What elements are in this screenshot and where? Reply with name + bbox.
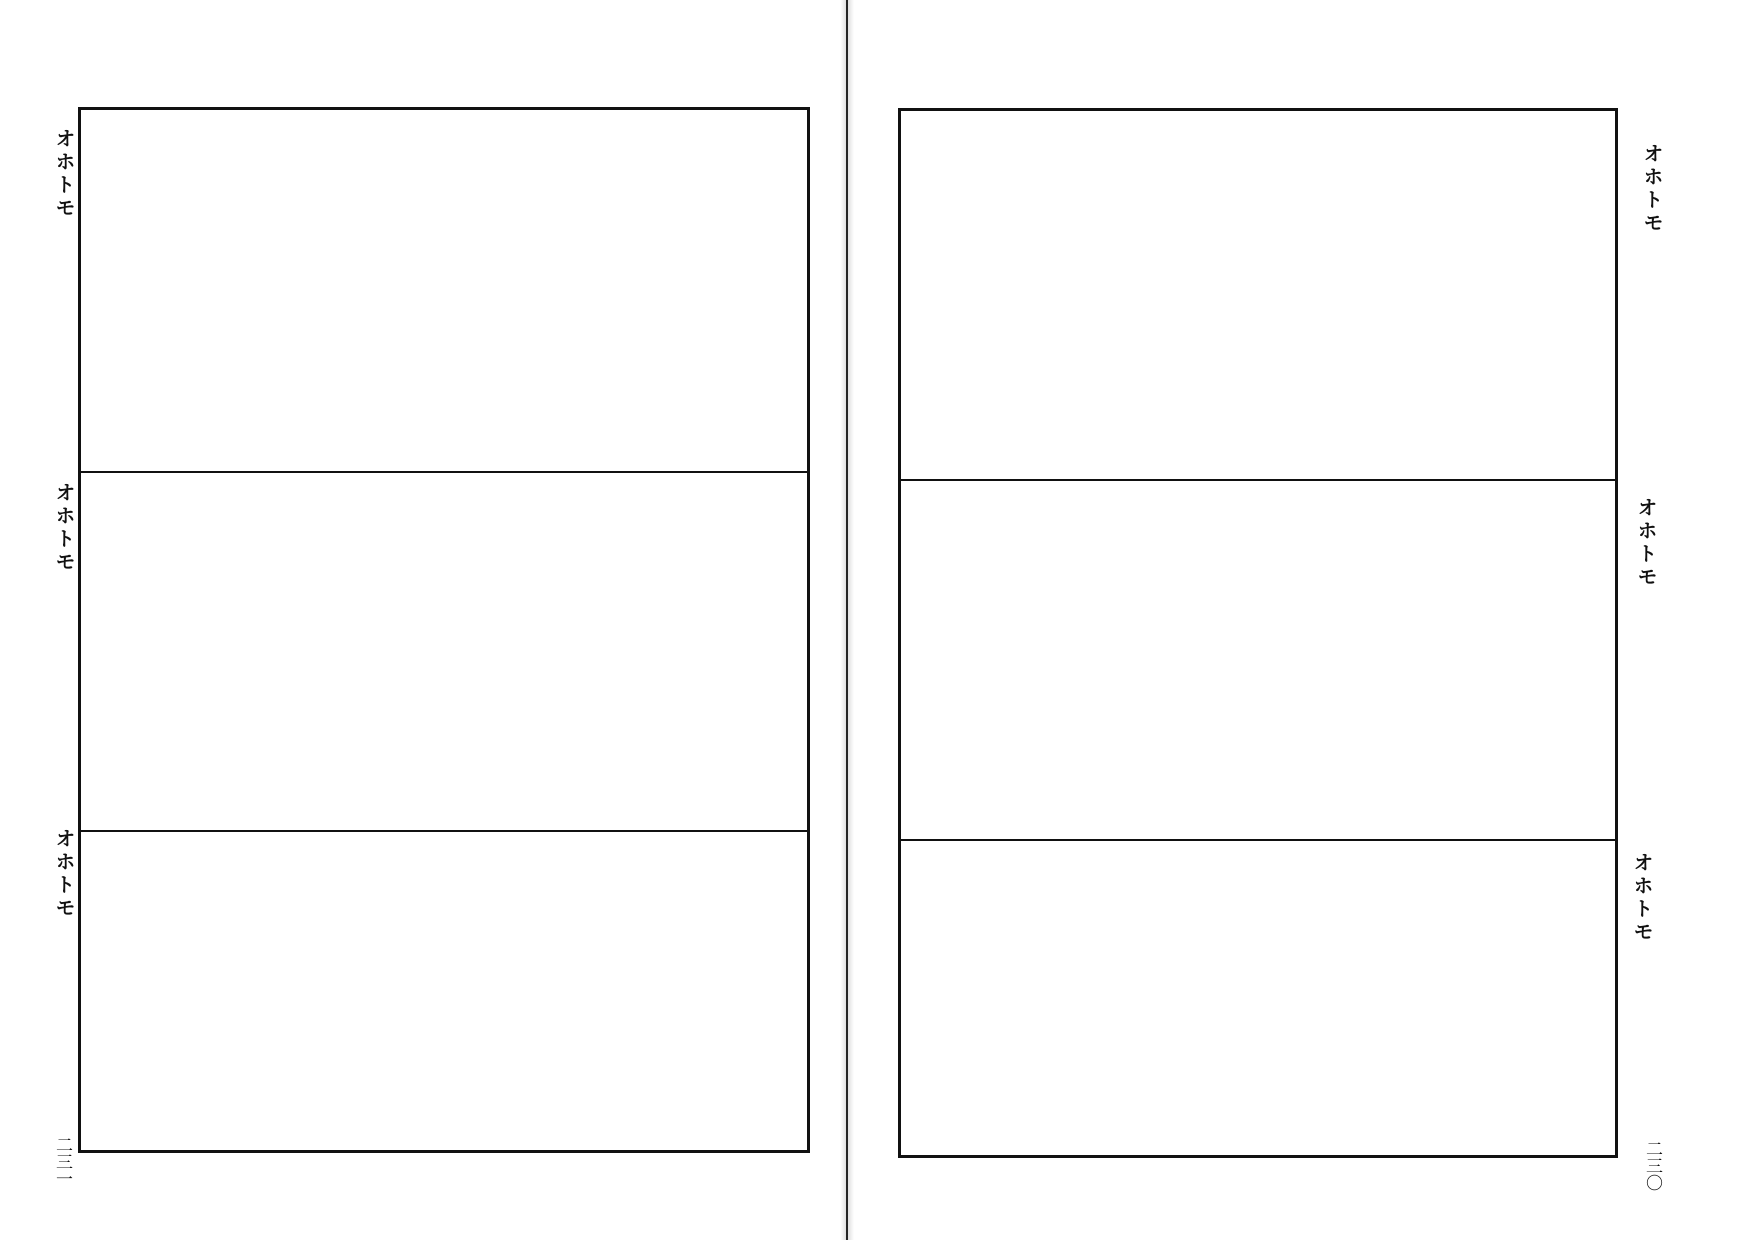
text-column bbox=[689, 846, 714, 1136]
text-column bbox=[770, 124, 795, 457]
text-column bbox=[635, 487, 660, 816]
text-column bbox=[1173, 125, 1198, 465]
header-mark: オホトモ bbox=[52, 482, 76, 574]
text-column bbox=[1443, 495, 1468, 825]
text-column bbox=[1092, 495, 1117, 825]
text-column bbox=[1335, 855, 1360, 1141]
text-column bbox=[1578, 495, 1603, 825]
text-column bbox=[1416, 125, 1441, 465]
text-column bbox=[1119, 855, 1144, 1141]
text-column bbox=[1038, 125, 1063, 465]
text-column bbox=[338, 124, 363, 457]
text-column bbox=[311, 846, 336, 1136]
text-column bbox=[770, 846, 795, 1136]
left-band-bottom bbox=[81, 830, 807, 1150]
header-mark: オホトモ bbox=[52, 128, 76, 220]
text-column bbox=[230, 487, 255, 816]
text-column bbox=[554, 487, 579, 816]
text-column bbox=[122, 487, 147, 816]
text-column bbox=[1011, 125, 1036, 465]
text-column bbox=[716, 124, 741, 457]
text-column bbox=[1578, 125, 1603, 465]
text-column bbox=[446, 124, 471, 457]
text-column bbox=[527, 124, 552, 457]
text-column bbox=[1497, 855, 1522, 1141]
text-column bbox=[230, 846, 255, 1136]
text-column bbox=[230, 124, 255, 457]
text-column bbox=[743, 487, 768, 816]
left-page-frame bbox=[78, 107, 810, 1153]
right-page-frame bbox=[898, 108, 1618, 1158]
text-column bbox=[122, 846, 147, 1136]
text-column bbox=[1551, 125, 1576, 465]
text-column bbox=[1200, 125, 1225, 465]
text-column bbox=[311, 124, 336, 457]
text-column bbox=[365, 124, 390, 457]
text-column bbox=[716, 846, 741, 1136]
text-column bbox=[1281, 855, 1306, 1141]
text-column bbox=[554, 124, 579, 457]
text-column bbox=[365, 846, 390, 1136]
text-column bbox=[1551, 855, 1576, 1141]
text-column bbox=[1038, 855, 1063, 1141]
header-mark: オホトモ bbox=[1630, 852, 1654, 944]
header-mark: オホトモ bbox=[1634, 497, 1658, 589]
page-number: 二三〇 bbox=[1642, 1140, 1662, 1191]
text-column bbox=[1497, 125, 1522, 465]
right-band-bottom bbox=[901, 839, 1615, 1155]
text-column bbox=[1524, 125, 1549, 465]
text-column bbox=[1362, 855, 1387, 1141]
text-column bbox=[527, 487, 552, 816]
text-column bbox=[500, 487, 525, 816]
text-column bbox=[1146, 855, 1171, 1141]
text-column bbox=[957, 855, 982, 1141]
text-column bbox=[149, 846, 174, 1136]
text-column bbox=[392, 487, 417, 816]
text-column bbox=[149, 487, 174, 816]
text-column bbox=[1011, 495, 1036, 825]
text-column bbox=[1146, 495, 1171, 825]
text-column bbox=[1443, 125, 1468, 465]
text-column bbox=[984, 495, 1009, 825]
text-column bbox=[1065, 495, 1090, 825]
text-column bbox=[1011, 855, 1036, 1141]
text-column bbox=[527, 846, 552, 1136]
text-column bbox=[1200, 495, 1225, 825]
text-column bbox=[1146, 125, 1171, 465]
text-column bbox=[770, 487, 795, 816]
text-column bbox=[1227, 495, 1252, 825]
text-column bbox=[1335, 125, 1360, 465]
text-column bbox=[1227, 125, 1252, 465]
text-column bbox=[1362, 125, 1387, 465]
text-column bbox=[473, 487, 498, 816]
text-column bbox=[1470, 855, 1495, 1141]
text-column bbox=[1335, 495, 1360, 825]
text-column bbox=[957, 495, 982, 825]
text-column bbox=[1443, 855, 1468, 1141]
text-column bbox=[1281, 125, 1306, 465]
text-column bbox=[1227, 855, 1252, 1141]
text-column bbox=[1281, 495, 1306, 825]
text-column bbox=[1119, 495, 1144, 825]
text-column bbox=[1470, 495, 1495, 825]
text-column bbox=[635, 846, 660, 1136]
text-column bbox=[257, 487, 282, 816]
text-column bbox=[608, 124, 633, 457]
text-column bbox=[1389, 495, 1414, 825]
text-column bbox=[662, 124, 687, 457]
text-column bbox=[1308, 495, 1333, 825]
text-column bbox=[635, 124, 660, 457]
text-column bbox=[554, 846, 579, 1136]
text-column bbox=[1362, 495, 1387, 825]
text-column bbox=[1389, 125, 1414, 465]
text-column bbox=[203, 124, 228, 457]
text-column bbox=[984, 855, 1009, 1141]
text-column bbox=[581, 487, 606, 816]
text-column bbox=[1416, 855, 1441, 1141]
text-column bbox=[1254, 855, 1279, 1141]
text-column bbox=[176, 846, 201, 1136]
text-column bbox=[1254, 495, 1279, 825]
text-column bbox=[419, 487, 444, 816]
text-column bbox=[1308, 125, 1333, 465]
text-column bbox=[662, 487, 687, 816]
gutter-line bbox=[846, 0, 848, 1240]
left-band-top bbox=[81, 110, 807, 471]
text-column bbox=[122, 124, 147, 457]
text-column bbox=[984, 125, 1009, 465]
text-column bbox=[1470, 125, 1495, 465]
text-column bbox=[743, 124, 768, 457]
text-column bbox=[419, 846, 444, 1136]
text-column bbox=[930, 855, 955, 1141]
text-column bbox=[257, 846, 282, 1136]
text-column bbox=[365, 487, 390, 816]
text-column bbox=[1497, 495, 1522, 825]
text-column bbox=[176, 124, 201, 457]
text-column bbox=[1092, 855, 1117, 1141]
text-column bbox=[1416, 495, 1441, 825]
text-column bbox=[689, 124, 714, 457]
text-column bbox=[338, 846, 363, 1136]
text-column bbox=[392, 846, 417, 1136]
text-column bbox=[446, 846, 471, 1136]
text-column bbox=[311, 487, 336, 816]
text-column bbox=[1173, 495, 1198, 825]
header-mark: オホトモ bbox=[1640, 143, 1664, 235]
text-column bbox=[1551, 495, 1576, 825]
text-column bbox=[1389, 855, 1414, 1141]
text-column bbox=[473, 846, 498, 1136]
text-column bbox=[608, 487, 633, 816]
text-column bbox=[930, 125, 955, 465]
text-column bbox=[689, 487, 714, 816]
text-column bbox=[1524, 495, 1549, 825]
text-column bbox=[284, 846, 309, 1136]
right-band-top bbox=[901, 111, 1615, 479]
page-number: 二三一 bbox=[52, 1136, 72, 1187]
text-column bbox=[284, 487, 309, 816]
text-column bbox=[338, 487, 363, 816]
text-column bbox=[149, 124, 174, 457]
text-column bbox=[500, 846, 525, 1136]
text-column bbox=[284, 124, 309, 457]
text-column bbox=[203, 846, 228, 1136]
text-column bbox=[500, 124, 525, 457]
text-column bbox=[608, 846, 633, 1136]
text-column bbox=[1173, 855, 1198, 1141]
text-column bbox=[473, 124, 498, 457]
text-column bbox=[1308, 855, 1333, 1141]
text-column bbox=[930, 495, 955, 825]
text-column bbox=[1065, 855, 1090, 1141]
right-band-middle bbox=[901, 479, 1615, 839]
text-column bbox=[1092, 125, 1117, 465]
text-column bbox=[581, 846, 606, 1136]
text-column bbox=[446, 487, 471, 816]
text-column bbox=[1065, 125, 1090, 465]
text-column bbox=[1200, 855, 1225, 1141]
text-column bbox=[203, 487, 228, 816]
text-column bbox=[419, 124, 444, 457]
header-mark: オホトモ bbox=[52, 828, 76, 920]
left-band-middle bbox=[81, 471, 807, 830]
text-column bbox=[1524, 855, 1549, 1141]
text-column bbox=[392, 124, 417, 457]
text-column bbox=[581, 124, 606, 457]
text-column bbox=[1578, 855, 1603, 1141]
text-column bbox=[176, 487, 201, 816]
text-column bbox=[957, 125, 982, 465]
text-column bbox=[1038, 495, 1063, 825]
text-column bbox=[716, 487, 741, 816]
text-column bbox=[743, 846, 768, 1136]
text-column bbox=[662, 846, 687, 1136]
text-column bbox=[257, 124, 282, 457]
text-column bbox=[1254, 125, 1279, 465]
text-column bbox=[1119, 125, 1144, 465]
